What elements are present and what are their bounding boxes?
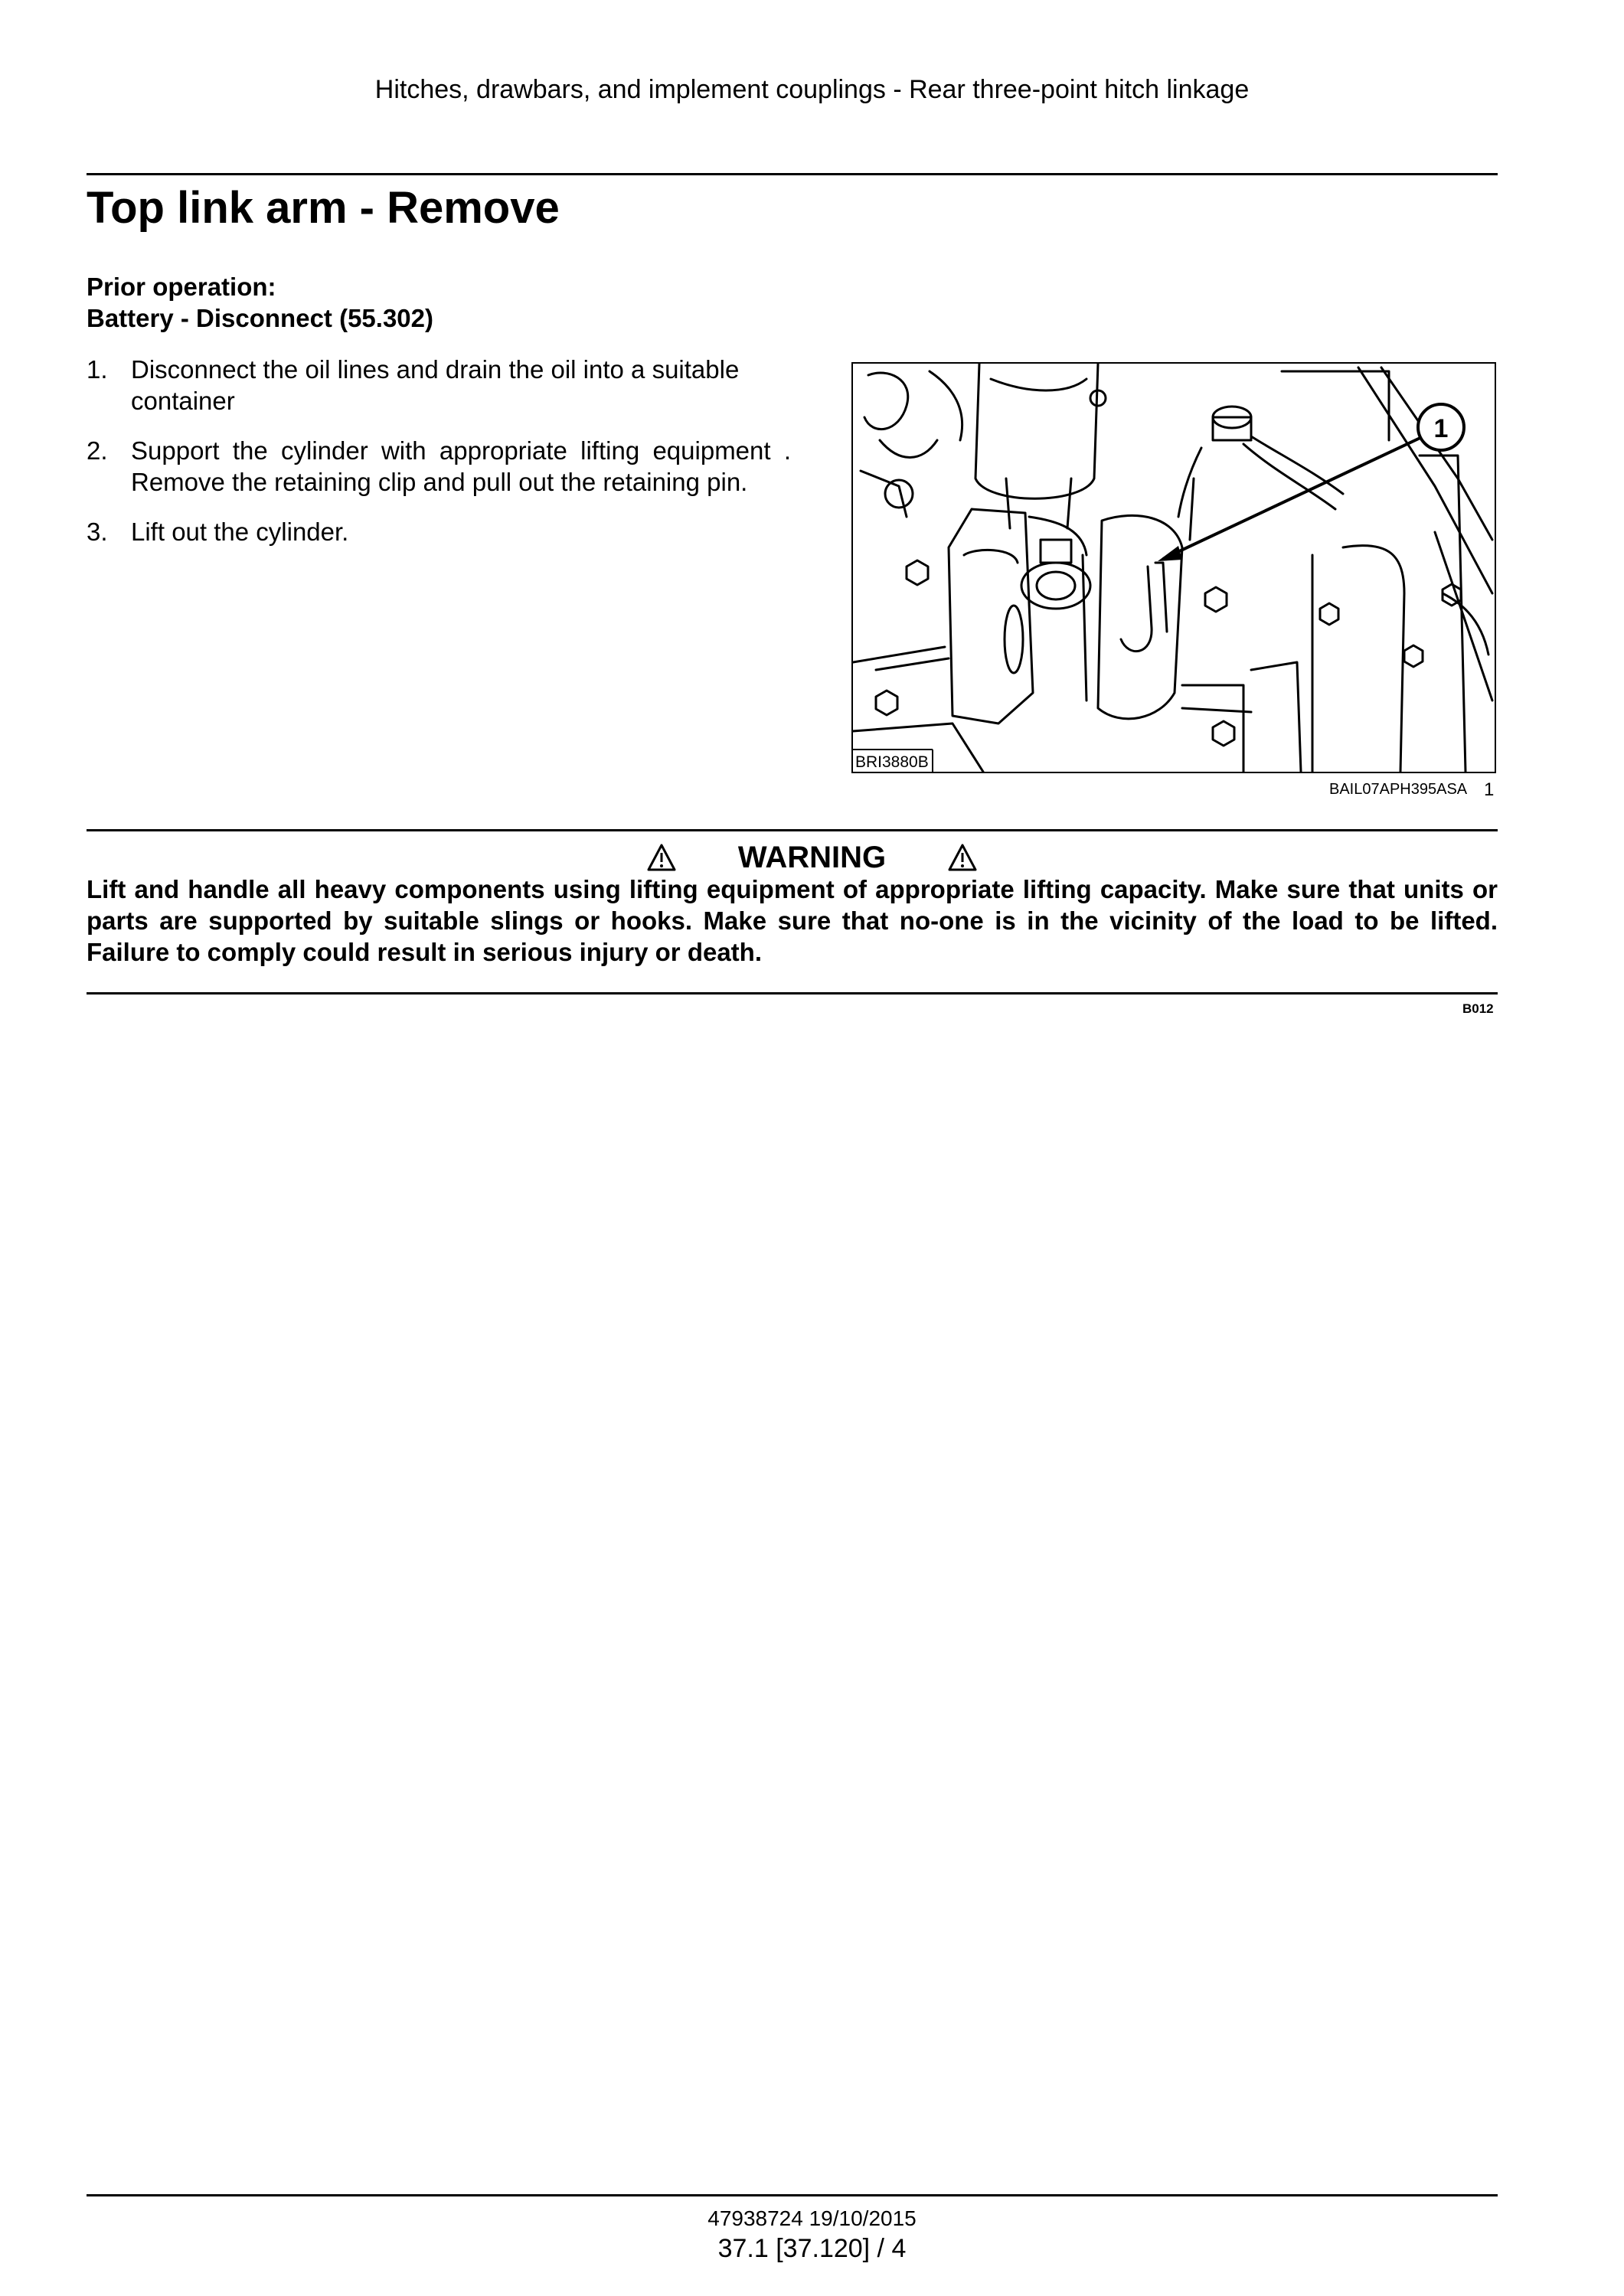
hitch-cylinder-drawing <box>853 364 1495 772</box>
step-item <box>87 354 791 416</box>
callout-number: 1 <box>1433 414 1449 443</box>
step-number: 1. <box>87 355 108 384</box>
prior-operation <box>87 271 433 334</box>
footer-document-reference: 47938724 19/10/2015 <box>707 2206 917 2230</box>
figure-image-code: BRI3880B <box>855 753 929 771</box>
callout-1 <box>1158 404 1464 561</box>
warning-bottom-rule <box>87 992 1498 994</box>
step-text: Lift out the cylinder. <box>131 518 349 546</box>
step-text: Disconnect the oil lines and drain the oil into a suitable container <box>131 355 740 415</box>
step-item <box>87 435 791 498</box>
warning-triangle-icon <box>646 843 677 872</box>
step-text: Support the cylinder with appropriate lifting equipment . Remove the retaining clip and pull out the retaining pin. <box>131 436 791 496</box>
step-number: 3. <box>87 518 108 546</box>
footer-rule <box>87 2194 1498 2196</box>
page-header-title: Hitches, drawbars, and implement couplings - Rear three-point hitch linkage <box>374 75 1250 104</box>
figure-reference-code: BAIL07APH395ASA <box>1329 781 1468 798</box>
footer-page-number: 37.1 [37.120] / 4 <box>717 2234 907 2263</box>
prior-operation-link[interactable]: Battery - Disconnect (55.302) <box>87 304 433 332</box>
warning-top-rule <box>87 829 1498 831</box>
warning-header <box>0 839 1624 875</box>
figure-illustration <box>851 362 1496 773</box>
section-title: Top link arm - Remove <box>87 183 560 233</box>
warning-title: WARNING <box>737 840 887 874</box>
warning-code: B012 <box>1462 1001 1494 1016</box>
warning-text: Lift and handle all heavy components using lifting equipment of appropriate lifting capacity. Make sure that units or parts are supported by suitable slings or hooks. Make sure that no-one is in the vicinity of the load to be lifted. Failure to comply could result in serious injury or death. <box>87 875 1498 966</box>
warning-triangle-icon <box>947 843 978 872</box>
procedure-steps <box>87 354 791 566</box>
prior-operation-label: Prior operation: <box>87 273 276 301</box>
step-item <box>87 516 791 547</box>
step-number: 2. <box>87 436 108 465</box>
header-rule <box>87 173 1498 175</box>
figure-number: 1 <box>1484 779 1495 800</box>
